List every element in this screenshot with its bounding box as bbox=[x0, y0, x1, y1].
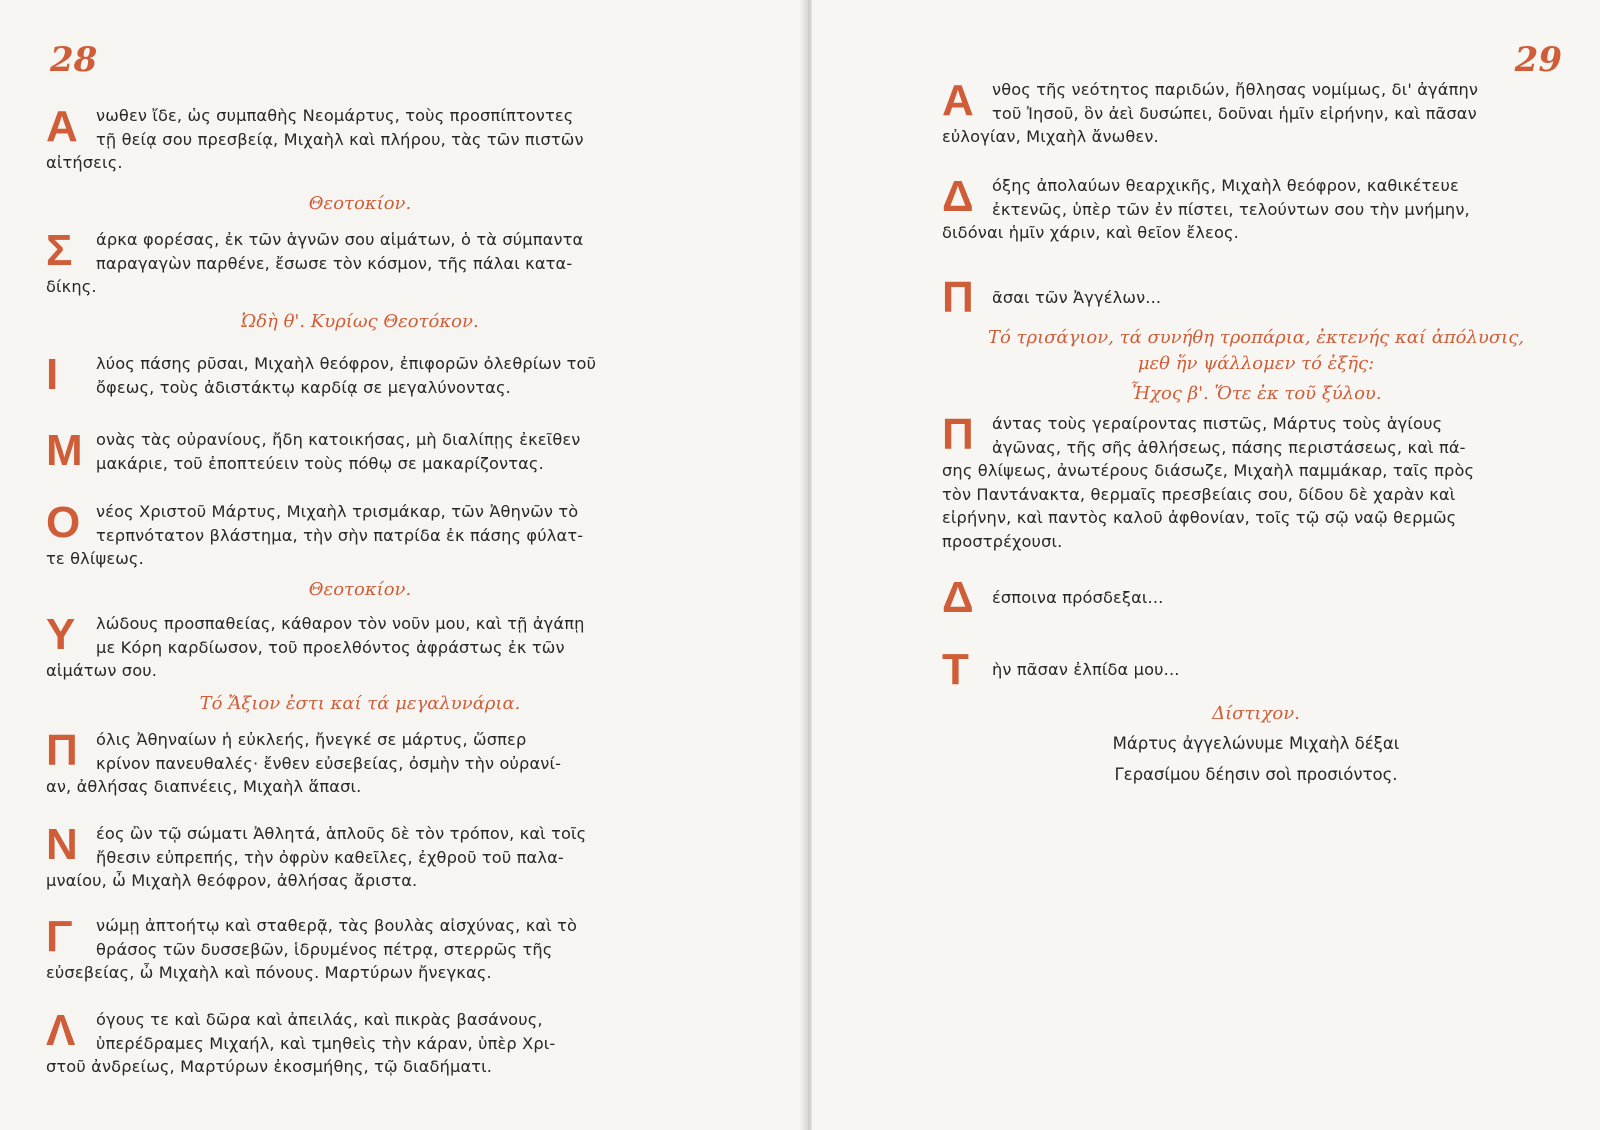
stanza bbox=[46, 352, 674, 399]
drop-cap: Α bbox=[942, 76, 974, 125]
stanza bbox=[46, 104, 674, 175]
stanza bbox=[46, 728, 674, 799]
section-heading: μεθ ἥν ψάλλομεν τό ἑξῆς: bbox=[1137, 353, 1375, 374]
stanza bbox=[46, 428, 674, 475]
drop-cap: Π bbox=[942, 273, 974, 322]
stanza-line: τε θλίψεως. bbox=[46, 549, 144, 568]
stanza-line: διδόναι ἡμῖν χάριν, καὶ θεῖον ἔλεος. bbox=[942, 223, 1239, 242]
section-heading: Τό Ἄξιον ἐστι καί τά μεγαλυνάρια. bbox=[199, 693, 521, 714]
stanza-line: ὄφεως, τοὺς ἀδιστάκτῳ καρδίᾳ σε μεγαλύνοντας. bbox=[96, 377, 511, 397]
stanza-line: μναίου, ὦ Μιχαὴλ θεόφρον, ἀθλήσας ἄριστα. bbox=[46, 871, 418, 890]
section-heading: Τό τρισάγιον, τά συνήθη τροπάρια, ἐκτενής καί ἀπόλυσις, bbox=[987, 327, 1525, 348]
stanza-line: άρκα φορέσας, ἐκ τῶν ἁγνῶν σου αἱμάτων, ὁ τὰ σύμπαντα bbox=[96, 230, 584, 249]
stanza-line: νθος τῆς νεότητος παριδών, ἤθλησας νομίμως, δι' ἀγάπην bbox=[992, 80, 1479, 99]
drop-cap: Γ bbox=[46, 912, 73, 961]
drop-cap: Α bbox=[46, 102, 78, 151]
stanza bbox=[46, 228, 674, 299]
stanza-line: νώμῃ ἀπτοήτῳ καὶ σταθερᾷ, τὰς βουλὰς αἰσχύνας, καὶ τὸ bbox=[96, 916, 578, 935]
stanza-line: ὑπερέδραμες Μιχαήλ, καὶ τμηθεὶς τὴν κάραν, ὑπὲρ Χρι- bbox=[96, 1033, 556, 1053]
stanza-line: αἱμάτων σου. bbox=[46, 661, 158, 680]
stanza-line: λώδους προσπαθείας, κάθαρον τὸν νοῦν μου, καὶ τῇ ἀγάπῃ bbox=[96, 614, 585, 633]
stanza-line: ἀγῶνας, τῆς σῆς ἀθλήσεως, πάσης περιστάσεως, καὶ πά- bbox=[992, 437, 1466, 457]
drop-cap: Ι bbox=[46, 350, 59, 399]
stanza-line: προστρέχουσι. bbox=[942, 531, 1063, 551]
stanza-line: ἐκτενῶς, ὑπὲρ τῶν ἐν πίστει, τελούντων σου τὴν μνήμην, bbox=[992, 199, 1470, 219]
stanza-line: κρίνον πανευθαλές· ἔνθεν εὐσεβείας, ὀσμὴν τὴν οὐρανί- bbox=[96, 753, 562, 773]
stanza bbox=[46, 822, 674, 893]
stanza-line: λύος πάσης ρῦσαι, Μιχαὴλ θεόφρον, ἐπιφορῶν ὀλεθρίων τοῦ bbox=[96, 354, 597, 373]
drop-cap: Π bbox=[942, 410, 974, 459]
right-page bbox=[812, 0, 1600, 1130]
stanza bbox=[942, 174, 1570, 245]
stanza-line: αἰτήσεις. bbox=[46, 153, 123, 172]
stanza bbox=[942, 78, 1570, 149]
stanza-line: άντας τοὺς γεραίροντας πιστῶς, Μάρτυς τοὺς ἁγίους bbox=[992, 414, 1443, 433]
stanza-line: έος ὢν τῷ σώματι Ἀθλητά, ἁπλοῦς δὲ τὸν τρόπον, καὶ τοῖς bbox=[96, 824, 587, 843]
stanza bbox=[46, 500, 674, 571]
stanza bbox=[46, 612, 674, 683]
stanza-line: δίκης. bbox=[46, 277, 97, 296]
drop-cap: Υ bbox=[46, 610, 76, 659]
page-number: 28 bbox=[50, 40, 98, 80]
stanza-line: ᾶσαι τῶν Ἀγγέλων... bbox=[992, 288, 1162, 307]
drop-cap: Λ bbox=[46, 1006, 76, 1055]
drop-cap: Μ bbox=[46, 426, 83, 475]
page-number: 29 bbox=[1514, 40, 1562, 80]
drop-cap: Δ bbox=[942, 573, 974, 622]
stanza-line: νέος Χριστοῦ Μάρτυς, Μιχαὴλ τρισμάκαρ, τῶν Ἀθηνῶν τὸ bbox=[96, 502, 579, 521]
stanza-line: έσποινα πρόσδεξαι... bbox=[992, 588, 1164, 607]
stanza-line: όξης ἀπολαύων θεαρχικῆς, Μιχαὴλ θεόφρον, καθικέτευε bbox=[992, 176, 1459, 195]
stanza-line: όλις Ἀθηναίων ἡ εὐκλεής, ἤνεγκέ σε μάρτυς, ὥσπερ bbox=[96, 730, 527, 749]
section-heading: Δίστιχον. bbox=[1212, 703, 1300, 724]
drop-cap: Δ bbox=[942, 172, 974, 221]
stanza-line: μακάριε, τοῦ ἐποπτεύειν τοὺς πόθῳ σε μακαρίζοντας. bbox=[96, 453, 544, 473]
stanza-line: τοῦ Ἰησοῦ, ὃν ἀεὶ δυσώπει, δοῦναι ἡμῖν εἰρήνην, καὶ πᾶσαν bbox=[992, 103, 1477, 123]
stanza-line: σης θλίψεως, ἀνωτέρους διάσωζε, Μιχαὴλ παμμάκαρ, ταῖς πρὸς bbox=[942, 461, 1475, 480]
drop-cap: Π bbox=[46, 726, 78, 775]
drop-cap: Ο bbox=[46, 498, 81, 547]
stanza-line: τῇ θείᾳ σου πρεσβείᾳ, Μιχαὴλ καὶ πλήρου, τὰς τῶν πιστῶν bbox=[96, 129, 584, 149]
distich-line: Μάρτυς ἀγγελώνυμε Μιχαὴλ δέξαι bbox=[1112, 734, 1400, 753]
stanza-line: ὴν πᾶσαν ἐλπίδα μου... bbox=[992, 660, 1180, 679]
distich-line: Γερασίμου δέησιν σοὶ προσιόντος. bbox=[1114, 765, 1398, 784]
drop-cap: Ν bbox=[46, 820, 78, 869]
distich bbox=[942, 728, 1570, 790]
stanza-line: με Κόρη καρδίωσον, τοῦ προελθόντος ἀφράστως ἐκ τῶν bbox=[96, 637, 565, 657]
section-heading: Θεοτοκίον. bbox=[308, 193, 412, 214]
stanza bbox=[942, 273, 1570, 322]
stanza-line: εὐσεβείας, ὦ Μιχαὴλ καὶ πόνους. Μαρτύρων ἤνεγκας. bbox=[46, 963, 492, 982]
drop-cap: Τ bbox=[942, 645, 970, 694]
stanza-line: παραγαγὼν παρθένε, ἔσωσε τὸν κόσμον, τῆς πάλαι κατα- bbox=[96, 253, 573, 273]
stanza-line: όγους τε καὶ δῶρα καὶ ἀπειλάς, καὶ πικρὰς βασάνους, bbox=[96, 1010, 543, 1029]
stanza bbox=[942, 645, 1570, 694]
stanza bbox=[942, 573, 1570, 622]
stanza-line: τὸν Παντάνακτα, θερμαῖς πρεσβείαις σου, δίδου δὲ χαρὰν καὶ bbox=[942, 484, 1456, 504]
stanza-line: εἰρήνην, καὶ παντὸς καλοῦ ἀφθονίαν, τοῖς τῷ σῷ ναῷ θερμῶς bbox=[942, 508, 1457, 527]
stanza-line: νωθεν ἴδε, ὡς συμπαθὴς Νεομάρτυς, τοὺς προσπίπτοντες bbox=[96, 106, 574, 125]
stanza-line: τερπνότατον βλάστημα, τὴν σὴν πατρίδα ἐκ πάσης φύλατ- bbox=[96, 525, 584, 545]
stanza-line: εὐλογίαν, Μιχαὴλ ἄνωθεν. bbox=[942, 127, 1159, 146]
stanza-line: ἤθεσιν εὐπρεπής, τὴν ὀφρὺν καθεῖλες, ἐχθροῦ τοῦ παλα- bbox=[96, 847, 564, 867]
section-heading: Ἦχος β'. Ὅτε ἐκ τοῦ ξύλου. bbox=[1130, 383, 1382, 404]
stanza bbox=[46, 1008, 674, 1079]
stanza-line: αν, ἀθλήσας διαπνέεις, Μιχαὴλ ἅπασι. bbox=[46, 777, 362, 796]
stanza-line: ονὰς τὰς οὐρανίους, ἤδη κατοικήσας, μὴ διαλίπῃς ἐκεῖθεν bbox=[96, 430, 581, 449]
section-heading: Θεοτοκίον. bbox=[308, 579, 412, 600]
section-heading: Ὠδὴ θ'. Κυρίως Θεοτόκον. bbox=[241, 311, 479, 332]
stanza-line: θράσος τῶν δυσσεβῶν, ἱδρυμένος πέτρᾳ, στερρῶς τῆς bbox=[96, 939, 553, 959]
stanza bbox=[942, 412, 1570, 553]
stanza-line: στοῦ ἀνδρείως, Μαρτύρων ἐκοσμήθης, τῷ διαδήματι. bbox=[46, 1057, 493, 1076]
stanza bbox=[46, 914, 674, 985]
drop-cap: Σ bbox=[46, 226, 73, 275]
